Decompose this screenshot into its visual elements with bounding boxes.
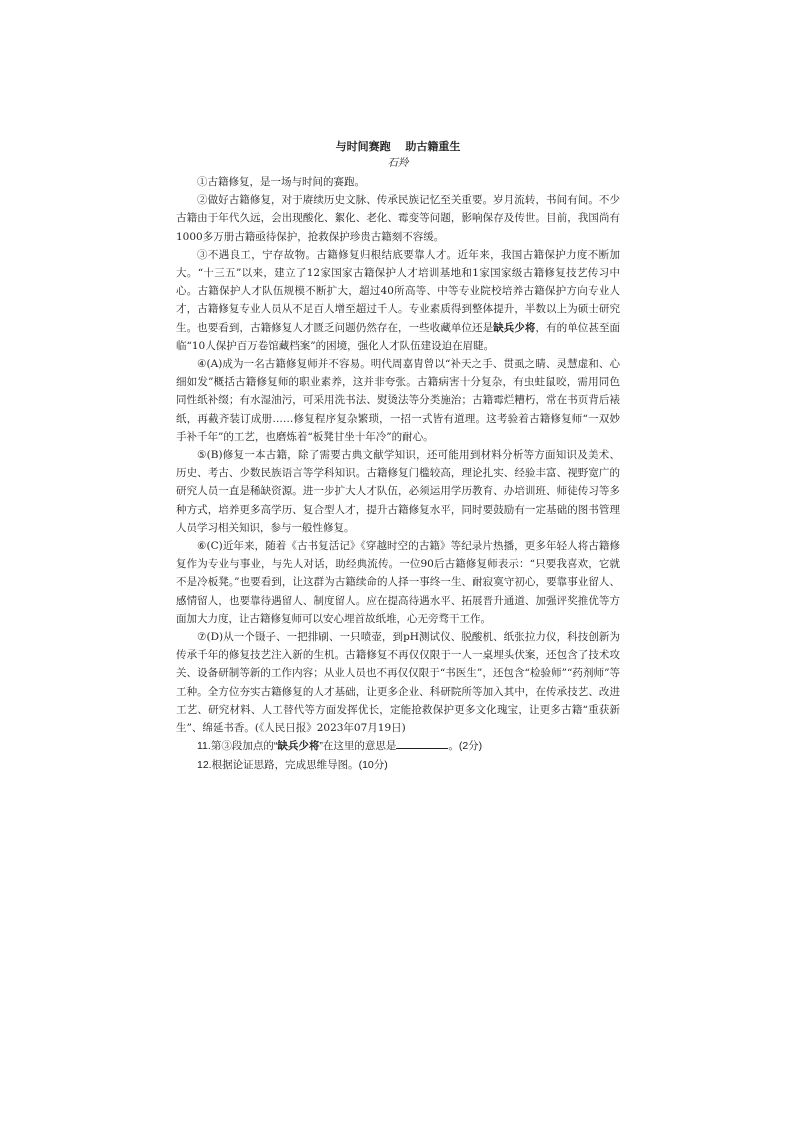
question-bold-phrase: 缺兵少将 xyxy=(277,740,320,753)
paragraph-6: ⑥(C)近年来，随着《古书复活记》《穿越时空的古籍》等纪录片热播，更多年轻人将古籍修复作为专业与事业，与先人对话，助经典流传。一位90后古籍修复师表示：“只要我喜欢，它就不是冷板凳。”也要看到，让这群为古籍续命的人择一事终一生、耐寂寞守初心，要靠事业留人、感情留人，也要靠待遇留人、制度留人。应在提高待遇水平、拓展晋升通道、加强评奖推优等方面加大力度，让古籍修复师可以安心埋首故纸堆，心无旁骛干工作。 xyxy=(176,540,620,625)
article-author: 石羚 xyxy=(387,157,409,169)
answer-blank[interactable] xyxy=(396,737,448,749)
paragraph-4: ④(A)成为一名古籍修复师并不容易。明代周嘉胄曾以“补天之手、贯虱之睛、灵慧虚和、心细如发”概括古籍修复师的职业素养，这并非夸张。古籍病害十分复杂，有虫蛀鼠咬，需用同色同性纸补缀；有水湿油污，可采用洗书法、熨烫法等分类施治；古籍霉烂糟朽，常在书页背后裱纸，再截齐装订成册……修复程序复杂繁琐，一招一式皆有道理。这考验着古籍修复师“一双妙手补千年”的工艺，也磨炼着“板凳甘坐十年冷”的耐心。 xyxy=(176,358,620,443)
question-12: 12.根据论证思路，完成思维导图。(10分) xyxy=(197,758,388,771)
paragraph-2: ②做好古籍修复，对于赓续历史文脉、传承民族记忆至关重要。岁月流转，书间有间。不少古籍由于年代久远，会出现酸化、絮化、老化、霉变等问题，影响保存及传世。目前，我国尚有1000多万册古籍亟待保护，抢救保护珍贵古籍刻不容缓。 xyxy=(176,194,620,243)
dotted-phrase: 缺兵少将 xyxy=(493,321,536,334)
article-title: 与时间赛跑 助古籍重生 xyxy=(335,140,461,153)
question-11: 11.第③段加点的“缺兵少将”在这里的意思是 。(2分) xyxy=(176,737,620,756)
article-page xyxy=(176,139,620,774)
paragraph-7: ⑦(D)从一个镊子、一把排刷、一只喷壶，到pH测试仪、脱酸机、纸张拉力仪，科技创新为传承千年的修复技艺注入新的生机。古籍修复不再仅仅限于一人一桌埋头伏案，还包含了技术攻关、设备研制等新的工作内容；从业人员也不再仅仅限于“书医生”，还包含“检验师”“药剂师”等工种。全方位夯实古籍修复的人才基础，让更多企业、科研院所等加入其中，在传承技艺、改进工艺、研究材料、人工替代等方面发挥优长，定能抢救保护更多文化瑰宝，让更多古籍“重获新生”、绵延书香。(《人民日报》2023年07月19日) xyxy=(176,631,620,735)
paragraph-5: ⑤(B)修复一本古籍，除了需要古典文献学知识，还可能用到材料分析等方面知识及美术、历史、考古、少数民族语言等学科知识。古籍修复门槛较高，理论扎实、经验丰富、视野宽广的研究人员一直是稀缺资源。进一步扩大人才队伍，必须运用学历教育、办培训班、师徒传习等多种方式，培养更多高学历、复合型人才，提升古籍修复水平，同时要鼓励有一定基础的图书管理人员学习相关知识，参与一般性修复。 xyxy=(176,449,620,534)
paragraph-3: ③不遇良工，宁存故物。古籍修复归根结底要靠人才。近年来，我国古籍保护力度不断加大。“十三五”以来，建立了12家国家古籍保护人才培训基地和1家国家级古籍修复技艺传习中心。古籍保护人才队伍规模不断扩大，超过40所高等、中等专业院校培养古籍保护方向专业人才，古籍修复专业人员从不足百人增至超过千人。专业素质得到整体提升，半数以上为硕士研究生。也要看到，古籍修复人才匮乏问题仍然存在，一些收藏单位还是缺兵少将，有的单位甚至面临“10人保护百万卷馆藏档案”的困境，强化人才队伍建设迫在眉睫。 xyxy=(176,248,621,352)
paragraph-1: ①古籍修复，是一场与时间的赛跑。 xyxy=(197,176,365,188)
